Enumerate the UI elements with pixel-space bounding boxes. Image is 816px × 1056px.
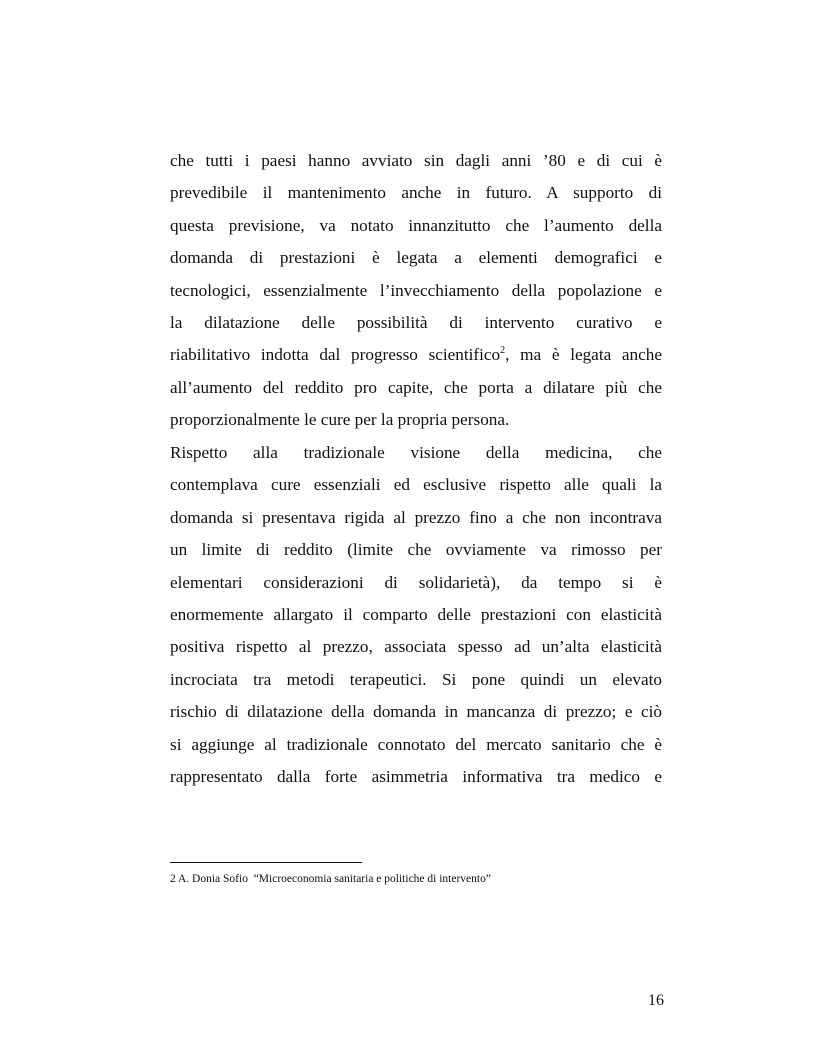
text-line: rappresentato dalla forte asimmetria informativa tra medico e (170, 767, 662, 787)
text-segment: riabilitativo indotta dal progresso scientifico (170, 345, 501, 365)
text-line: che tutti i paesi hanno avviato sin dagli anni ’80 e di cui è (170, 151, 662, 170)
body-paragraph (170, 437, 662, 793)
text-segment: , ma è legata anche (505, 345, 662, 365)
text-line: domanda si presentava rigida al prezzo fino a che non incontrava (170, 507, 662, 527)
text-line: positiva rispetto al prezzo, associata spesso ad un’alta elasticità (170, 637, 662, 657)
text-line: questa previsione, va notato innanzitutto che l’aumento della (170, 215, 662, 235)
text-line: incrociata tra metodi terapeutici. Si pone quindi un elevato (170, 669, 662, 689)
text-line: contemplava cure essenziali ed esclusive rispetto alle quali la (170, 475, 662, 495)
text-line: Rispetto alla tradizionale visione della medicina, che (170, 443, 662, 462)
text-line: la dilatazione delle possibilità di intervento curativo e (170, 313, 662, 333)
text-line: enormemente allargato il comparto delle prestazioni con elasticità (170, 605, 662, 625)
page-number: 16 (648, 992, 664, 1009)
text-line: domanda di prestazioni è legata a elementi demografici e (170, 248, 662, 268)
text-line: elementari considerazioni di solidarietà), da tempo si è (170, 572, 662, 592)
text-line: tecnologici, essenzialmente l’invecchiamento della popolazione e (170, 280, 662, 300)
text-line-with-footnote (170, 339, 662, 371)
text-line: all’aumento del reddito pro capite, che porta a dilatare più che (170, 377, 662, 397)
footnote-reference[interactable]: 2 (500, 345, 506, 357)
footnote-text: 2 A. Donia Sofio “Microeconomia sanitaria e politiche di intervento” (170, 873, 491, 885)
text-line: proporzionalmente le cure per la propria persona. (170, 410, 510, 430)
text-line: un limite di reddito (limite che ovviamente va rimosso per (170, 540, 662, 560)
body-paragraph (170, 145, 662, 437)
text-line: si aggiunge al tradizionale connotato del mercato sanitario che è (170, 734, 662, 754)
text-line: prevedibile il mantenimento anche in futuro. A supporto di (170, 183, 662, 203)
footnote-divider (170, 862, 362, 863)
text-line: rischio di dilatazione della domanda in mancanza di prezzo; e ciò (170, 702, 662, 722)
